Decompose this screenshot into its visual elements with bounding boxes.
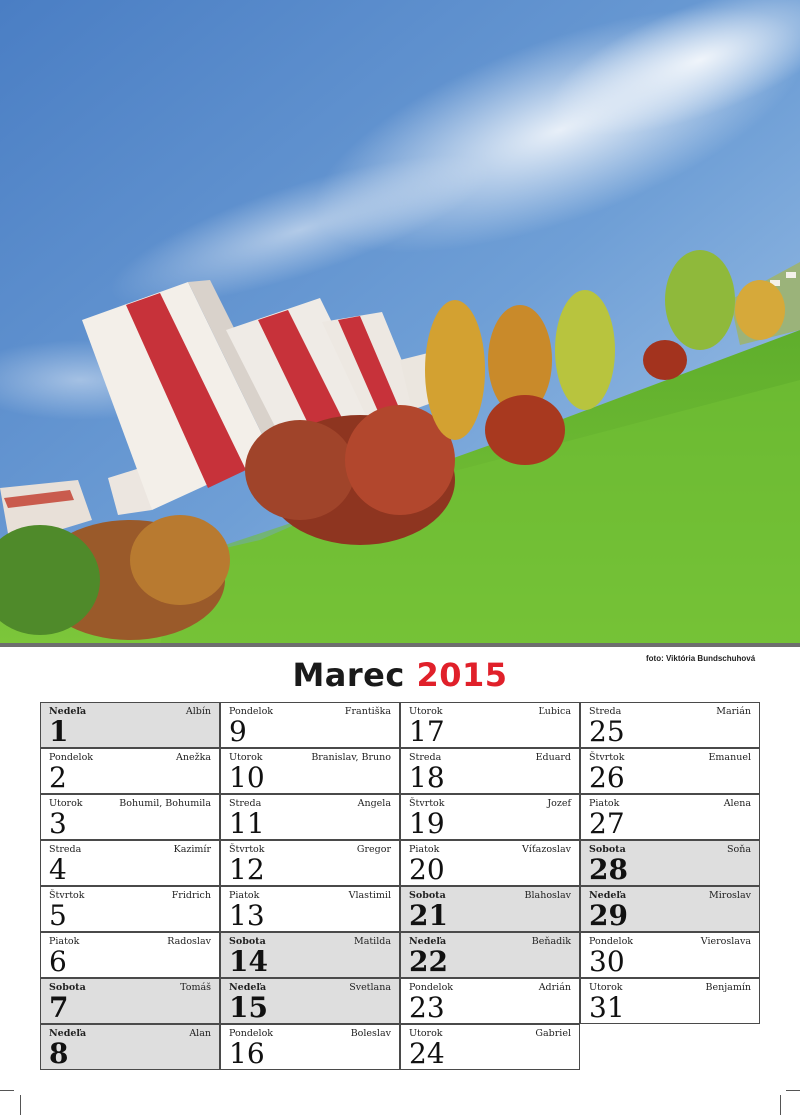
nameday-label: Adrián: [538, 982, 571, 993]
weekday-label: Nedeľa: [49, 706, 87, 717]
calendar-day-cell: [40, 1024, 220, 1070]
weekday-label: Sobota: [49, 982, 86, 993]
calendar-day-cell: [40, 978, 220, 1024]
weekday-label: Piatok: [229, 890, 260, 901]
nameday-label: Gregor: [356, 844, 391, 855]
crop-mark: [20, 1095, 21, 1115]
weekday-label: Pondelok: [409, 982, 454, 993]
nameday-label: Jozef: [547, 798, 571, 809]
calendar-day-cell: [400, 886, 580, 932]
month-name: Marec: [292, 656, 405, 694]
calendar-day-cell: [580, 702, 760, 748]
date-number: 27: [589, 807, 625, 840]
nameday-label: Eduard: [535, 752, 571, 763]
date-number: 23: [409, 991, 445, 1024]
weekday-label: Pondelok: [49, 752, 94, 763]
calendar-day-cell: [40, 840, 220, 886]
calendar-day-cell: [220, 794, 400, 840]
calendar-day-cell: [40, 932, 220, 978]
date-number: 19: [409, 807, 445, 840]
date-number: 7: [49, 991, 69, 1024]
weekday-label: Utorok: [49, 798, 83, 809]
weekday-label: Nedeľa: [229, 982, 267, 993]
nameday-label: Emanuel: [708, 752, 751, 763]
nameday-label: Anežka: [175, 752, 211, 763]
weekday-label: Utorok: [409, 1028, 443, 1039]
nameday-label: Gabriel: [535, 1028, 571, 1039]
weekday-label: Nedeľa: [49, 1028, 87, 1039]
calendar-day-cell: [580, 886, 760, 932]
nameday-label: Radoslav: [167, 936, 211, 947]
nameday-label: Angela: [357, 798, 391, 809]
weekday-label: Utorok: [409, 706, 443, 717]
weekday-label: Štvrtok: [49, 890, 85, 901]
date-number: 5: [49, 899, 67, 932]
date-number: 2: [49, 761, 67, 794]
calendar-day-cell: [400, 840, 580, 886]
nameday-label: Kazimír: [173, 844, 211, 855]
date-number: 10: [229, 761, 265, 794]
date-number: 25: [589, 715, 625, 748]
weekday-label: Utorok: [229, 752, 263, 763]
date-number: 8: [49, 1037, 69, 1070]
date-number: 15: [229, 991, 268, 1024]
date-number: 14: [229, 945, 268, 978]
nameday-label: Matilda: [353, 936, 391, 947]
weekday-label: Sobota: [409, 890, 446, 901]
nameday-label: Bohumil, Bohumila: [119, 798, 211, 809]
nameday-label: Branislav, Bruno: [311, 752, 391, 763]
calendar-day-cell: [220, 748, 400, 794]
calendar-day-cell: [220, 840, 400, 886]
nameday-label: Albín: [185, 706, 211, 717]
date-number: 16: [229, 1037, 265, 1070]
weekday-label: Sobota: [229, 936, 266, 947]
weekday-label: Pondelok: [229, 1028, 274, 1039]
nameday-label: Soňa: [726, 844, 751, 855]
nameday-label: Boleslav: [350, 1028, 391, 1039]
weekday-label: Piatok: [49, 936, 80, 947]
photo-credit: foto: Viktória Bundschuhová: [646, 654, 756, 663]
weekday-label: Pondelok: [589, 936, 634, 947]
date-number: 28: [589, 853, 628, 886]
weekday-label: Štvrtok: [589, 752, 625, 763]
date-number: 1: [49, 715, 69, 748]
weekday-label: Nedeľa: [589, 890, 627, 901]
calendar-day-cell: [580, 978, 760, 1024]
date-number: 9: [229, 715, 247, 748]
nameday-label: Marián: [716, 706, 751, 717]
calendar-day-cell: [220, 886, 400, 932]
calendar-day-cell: [40, 702, 220, 748]
date-number: 26: [589, 761, 625, 794]
calendar-day-cell: [220, 978, 400, 1024]
nameday-label: Vieroslava: [700, 936, 751, 947]
weekday-label: Pondelok: [229, 706, 274, 717]
date-number: 30: [589, 945, 625, 978]
date-number: 18: [409, 761, 445, 794]
weekday-label: Piatok: [589, 798, 620, 809]
weekday-label: Nedeľa: [409, 936, 447, 947]
date-number: 6: [49, 945, 67, 978]
calendar-day-cell: [580, 840, 760, 886]
date-number: 31: [589, 991, 625, 1024]
weekday-label: Sobota: [589, 844, 626, 855]
date-number: 3: [49, 807, 67, 840]
weekday-label: Streda: [409, 752, 442, 763]
date-number: 11: [229, 807, 265, 840]
date-number: 13: [229, 899, 265, 932]
calendar-day-cell: [220, 1024, 400, 1070]
nameday-label: Fridrich: [171, 890, 211, 901]
calendar-day-cell: [580, 932, 760, 978]
calendar-day-cell: [40, 794, 220, 840]
calendar-day-cell: [400, 702, 580, 748]
date-number: 22: [409, 945, 448, 978]
calendar-day-cell: [400, 1024, 580, 1070]
nameday-label: Alena: [723, 798, 751, 809]
crop-mark: [780, 1095, 781, 1115]
date-number: 21: [409, 899, 448, 932]
date-number: 20: [409, 853, 445, 886]
calendar-day-cell: [400, 794, 580, 840]
calendar-day-cell: [220, 702, 400, 748]
nameday-label: Vlastimil: [348, 890, 391, 901]
calendar-day-cell: [400, 748, 580, 794]
weekday-label: Streda: [229, 798, 262, 809]
nameday-label: Svetlana: [349, 982, 391, 993]
calendar-day-cell: [400, 932, 580, 978]
nameday-label: Alan: [189, 1028, 211, 1039]
nameday-label: Blahoslav: [524, 890, 571, 901]
nameday-label: Beňadik: [531, 936, 571, 947]
calendar-day-cell: [400, 978, 580, 1024]
nameday-label: Františka: [344, 706, 391, 717]
calendar-day-cell: [40, 886, 220, 932]
photo-divider: [0, 643, 800, 647]
nameday-label: Miroslav: [709, 890, 751, 901]
nameday-label: Ľubica: [538, 706, 571, 717]
nameday-label: Víťazoslav: [521, 844, 571, 855]
date-number: 12: [229, 853, 265, 886]
calendar-day-cell: [220, 932, 400, 978]
crop-mark: [786, 1090, 800, 1091]
nameday-label: Tomáš: [180, 982, 211, 993]
year: 2015: [416, 656, 508, 694]
weekday-label: Streda: [589, 706, 622, 717]
weekday-label: Štvrtok: [409, 798, 445, 809]
calendar-day-cell: [580, 794, 760, 840]
weekday-label: Štvrtok: [229, 844, 265, 855]
date-number: 17: [409, 715, 445, 748]
date-number: 29: [589, 899, 628, 932]
weekday-label: Utorok: [589, 982, 623, 993]
page-title: [0, 656, 800, 694]
calendar-day-cell: [40, 748, 220, 794]
weekday-label: Streda: [49, 844, 82, 855]
weekday-label: Piatok: [409, 844, 440, 855]
calendar-day-cell: [580, 748, 760, 794]
nameday-label: Benjamín: [705, 982, 751, 993]
date-number: 4: [49, 853, 67, 886]
date-number: 24: [409, 1037, 445, 1070]
crop-mark: [0, 1090, 14, 1091]
